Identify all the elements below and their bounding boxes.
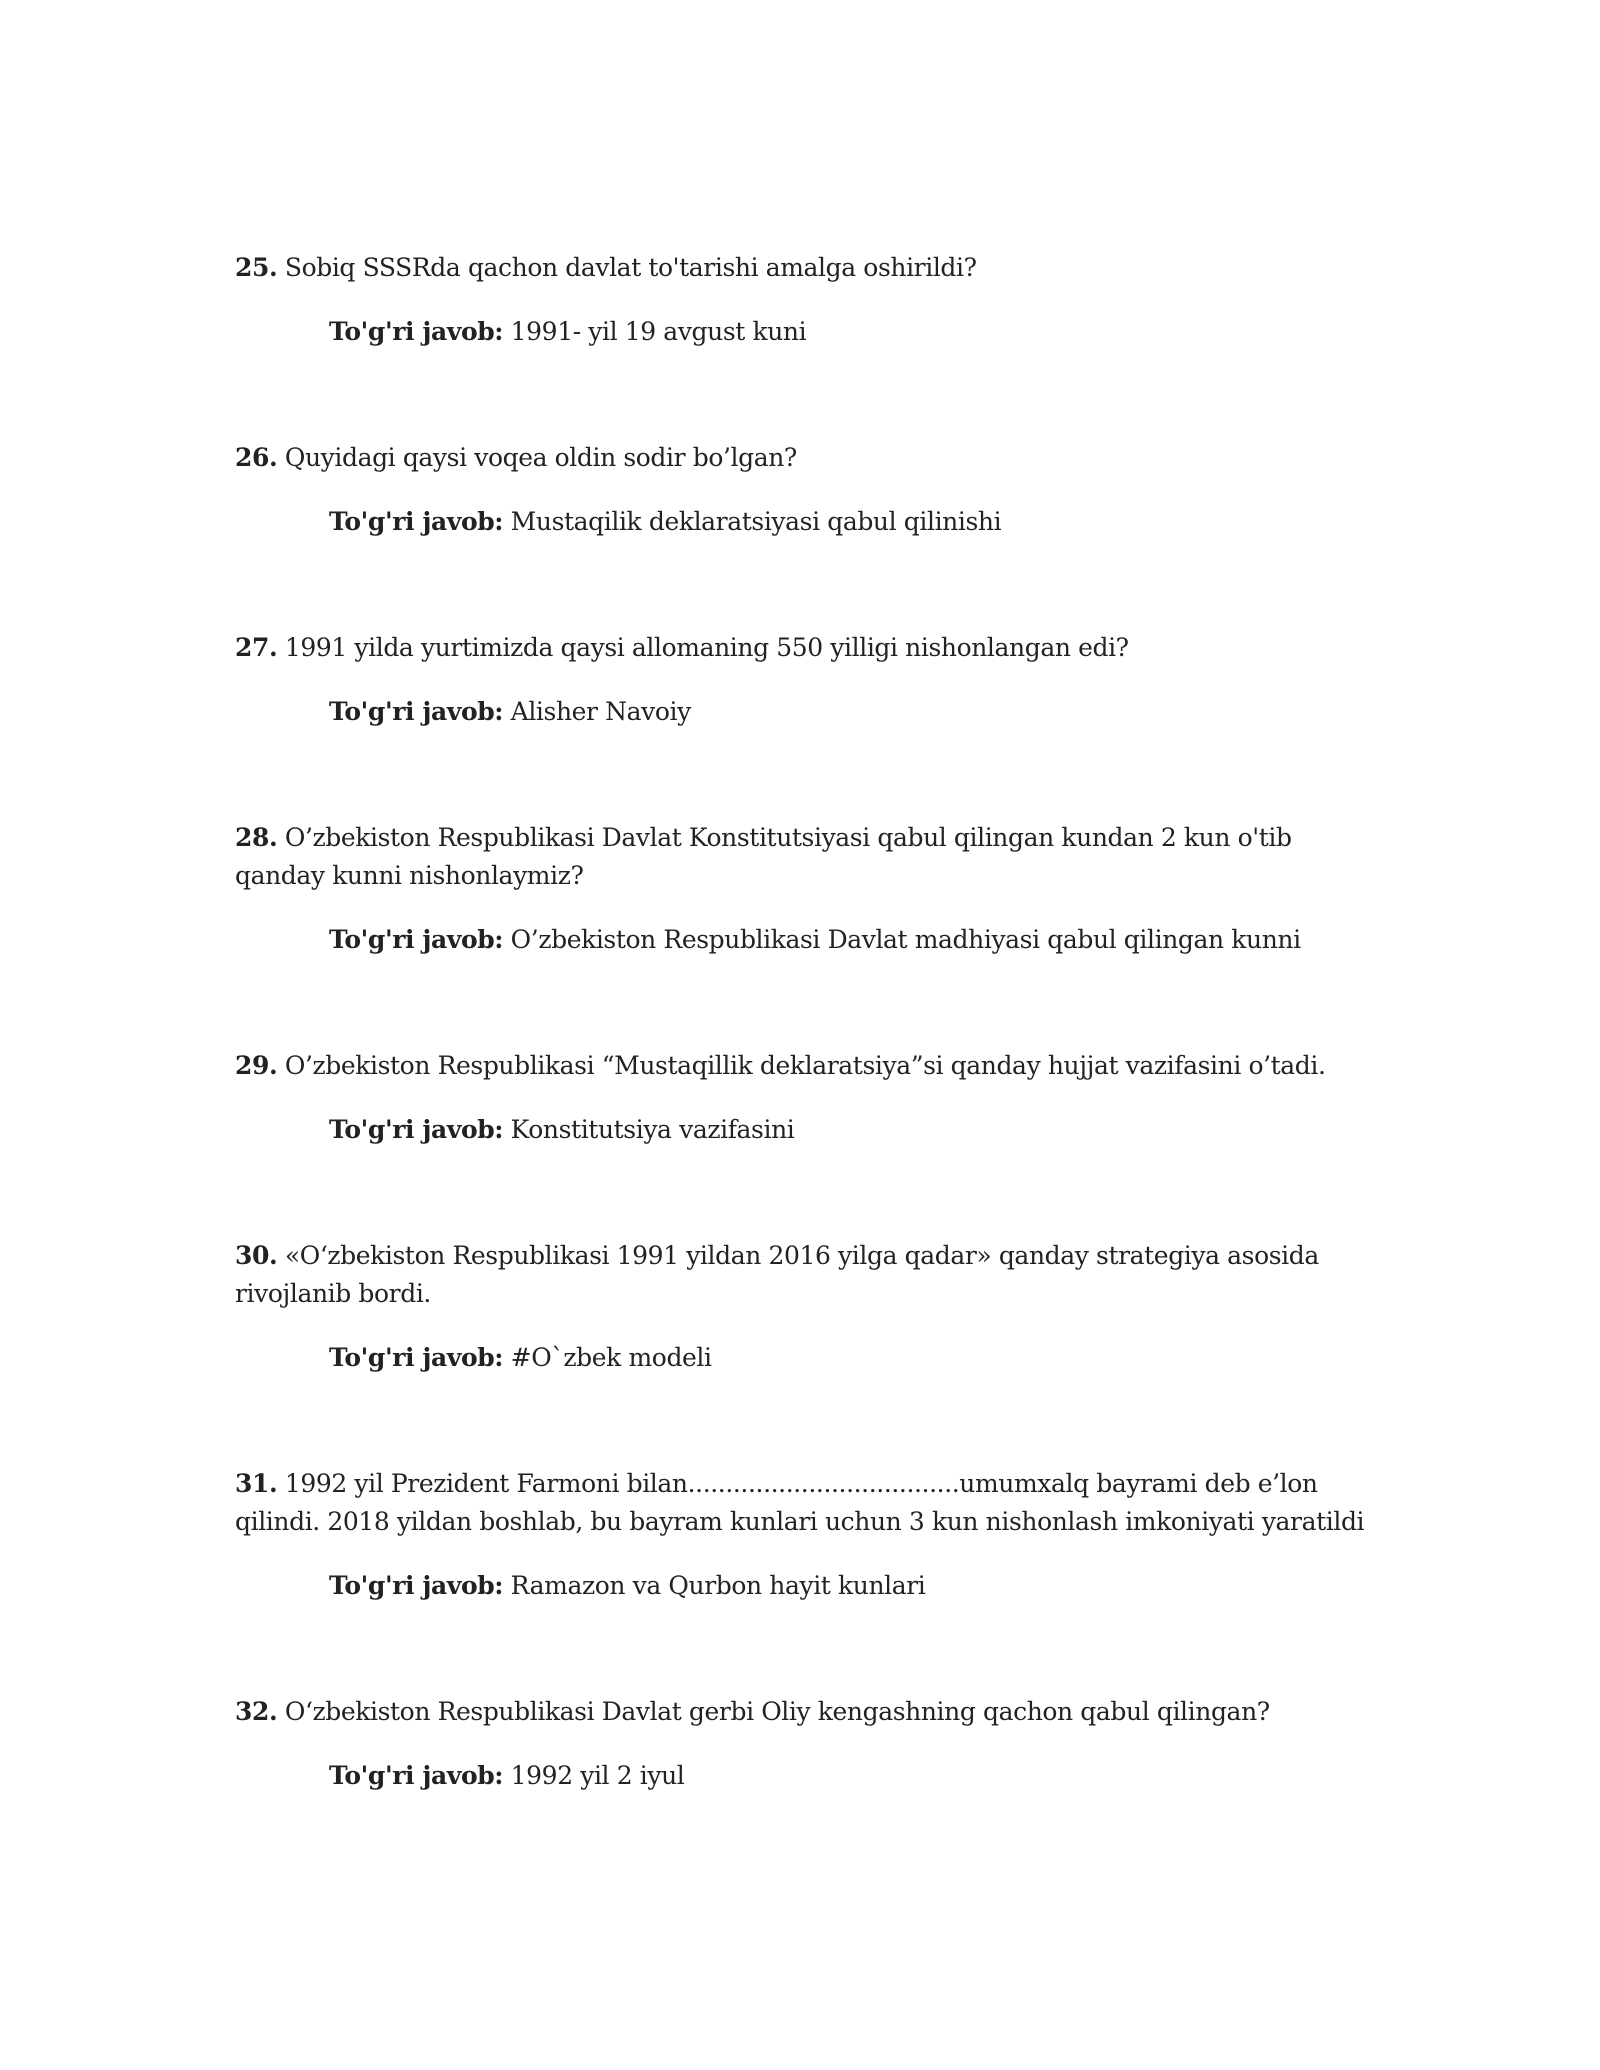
question-item xyxy=(235,439,1375,541)
question-body: «O‘zbekiston Respublikasi 1991 yildan 2016 yilga qadar» qanday strategiya asosida rivojlanib bordi. xyxy=(235,1241,1319,1308)
question-number: 29. xyxy=(235,1051,278,1080)
answer-label: To'g'ri javob: xyxy=(329,1761,504,1790)
answer-text: 1992 yil 2 iyul xyxy=(510,1761,685,1790)
answer-line xyxy=(329,1567,1375,1605)
question-text xyxy=(235,1237,1375,1313)
question-body: Quyidagi qaysi voqea oldin sodir bo’lgan? xyxy=(284,443,797,472)
question-item xyxy=(235,1693,1375,1795)
answer-text: 1991- yil 19 avgust kuni xyxy=(510,317,807,346)
answer-label: To'g'ri javob: xyxy=(329,507,504,536)
question-body: Sobiq SSSRda qachon davlat to'tarishi amalga oshirildi? xyxy=(284,253,977,282)
question-number: 27. xyxy=(235,633,278,662)
question-number: 31. xyxy=(235,1469,278,1498)
answer-line xyxy=(329,921,1375,959)
answer-label: To'g'ri javob: xyxy=(329,1343,504,1372)
answer-text: Ramazon va Qurbon hayit kunlari xyxy=(510,1571,926,1600)
answer-text: Alisher Navoiy xyxy=(510,697,691,726)
answer-text: Mustaqilik deklaratsiyasi qabul qilinishi xyxy=(510,507,1002,536)
question-text xyxy=(235,629,1375,667)
answer-text: O’zbekiston Respublikasi Davlat madhiyasi qabul qilingan kunni xyxy=(510,925,1301,954)
question-text xyxy=(235,249,1375,287)
question-number: 32. xyxy=(235,1697,278,1726)
question-text xyxy=(235,819,1375,895)
answer-text: Konstitutsiya vazifasini xyxy=(510,1115,795,1144)
answer-label: To'g'ri javob: xyxy=(329,1571,504,1600)
answer-line xyxy=(329,1111,1375,1149)
question-body: 1991 yilda yurtimizda qaysi allomaning 550 yilligi nishonlangan edi? xyxy=(284,633,1129,662)
question-text xyxy=(235,1693,1375,1731)
answer-text: #O`zbek modeli xyxy=(510,1343,712,1372)
question-item xyxy=(235,249,1375,351)
answer-line xyxy=(329,313,1375,351)
answer-label: To'g'ri javob: xyxy=(329,317,504,346)
question-item xyxy=(235,1237,1375,1377)
question-item xyxy=(235,1047,1375,1149)
answer-line xyxy=(329,693,1375,731)
question-number: 28. xyxy=(235,823,278,852)
answer-label: To'g'ri javob: xyxy=(329,1115,504,1144)
question-body: O‘zbekiston Respublikasi Davlat gerbi Oliy kengashning qachon qabul qilingan? xyxy=(284,1697,1270,1726)
question-number: 30. xyxy=(235,1241,278,1270)
answer-label: To'g'ri javob: xyxy=(329,925,504,954)
question-text xyxy=(235,1047,1375,1085)
question-number: 26. xyxy=(235,443,278,472)
answer-line xyxy=(329,1339,1375,1377)
answer-line xyxy=(329,503,1375,541)
question-body: O’zbekiston Respublikasi “Mustaqillik deklaratsiya”si qanday hujjat vazifasini o’tadi. xyxy=(284,1051,1326,1080)
question-item xyxy=(235,819,1375,959)
question-body: 1992 yil Prezident Farmoni bilan....................................umumxalq bayrami deb e’lon qilindi. 2018 yildan boshlab, bu bayram kunlari uchun 3 kun nishonlash imkoniyati yaratildi xyxy=(235,1469,1365,1536)
answer-line xyxy=(329,1757,1375,1795)
answer-label: To'g'ri javob: xyxy=(329,697,504,726)
question-number: 25. xyxy=(235,253,278,282)
question-text xyxy=(235,1465,1375,1541)
question-text xyxy=(235,439,1375,477)
question-body: O’zbekiston Respublikasi Davlat Konstitutsiyasi qabul qilingan kundan 2 kun o'tib qanday kunni nishonlaymiz? xyxy=(235,823,1292,890)
question-item xyxy=(235,1465,1375,1605)
question-item xyxy=(235,629,1375,731)
